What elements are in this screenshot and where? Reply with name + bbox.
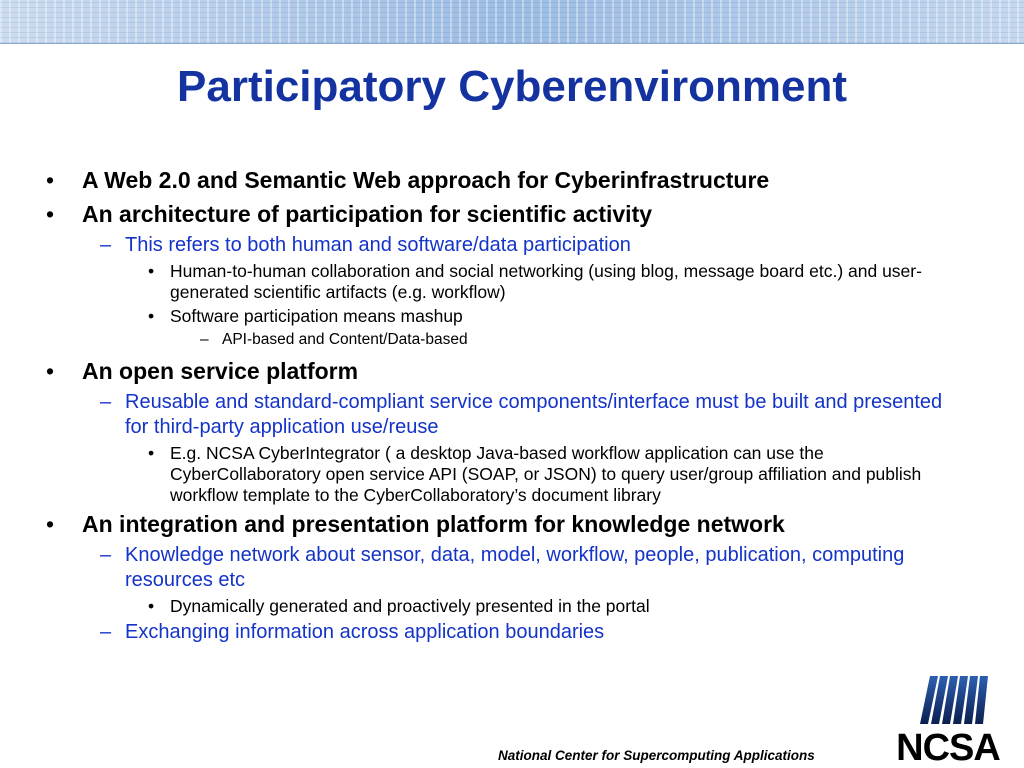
detail-item <box>0 443 970 506</box>
dash-marker: – <box>100 391 112 413</box>
dash-marker: – <box>100 234 112 256</box>
subpoint-item <box>0 233 955 258</box>
bullet-item <box>0 199 1024 229</box>
bullet-text: An integration and presentation platform for knowledge network <box>82 511 785 537</box>
bullet-text: An open service platform <box>82 358 359 384</box>
slide-title: Participatory Cyberenvironment <box>177 62 847 111</box>
detail-item <box>0 261 970 303</box>
detail-item <box>0 306 970 327</box>
detail-item <box>0 596 970 617</box>
bullet-marker: • <box>46 358 55 384</box>
detail-text: Human-to-human collaboration and social networking (using blog, message board etc.) and user-generated scientific artifacts (e.g. workflow) <box>170 261 922 302</box>
dash-marker: – <box>200 331 209 348</box>
bullet-marker: • <box>46 511 55 537</box>
ncsa-logo <box>884 676 1012 764</box>
subpoint-text: Reusable and standard-compliant service components/interface must be built and presented for third-party application use/reuse <box>125 391 943 438</box>
dash-marker: – <box>100 621 112 643</box>
subdetail-item <box>0 330 1024 350</box>
bullet-item <box>0 165 1024 195</box>
bullet-marker: • <box>46 201 55 227</box>
subpoint-item <box>0 620 955 645</box>
bullet-item <box>0 356 1024 386</box>
bullet-marker: • <box>46 167 55 193</box>
detail-text: E.g. NCSA CyberIntegrator ( a desktop Java-based workflow application can use the CyberCollaboratory open service API (SOAP, or JSON) to query user/group affiliation and publish workflow template to the CyberCollaboratory’s document library <box>170 443 922 505</box>
subpoint-text: Knowledge network about sensor, data, model, workflow, people, publication, computing resources etc <box>125 544 905 591</box>
bullet-marker: • <box>148 596 155 616</box>
footer-text: National Center for Supercomputing Applications <box>498 748 815 763</box>
detail-text: Dynamically generated and proactively presented in the portal <box>170 596 650 616</box>
dash-marker: – <box>100 544 112 566</box>
logo-text: NCSA <box>896 727 1000 764</box>
detail-text: Software participation means mashup <box>170 306 463 326</box>
bullet-item <box>0 509 1024 539</box>
bullet-text: An architecture of participation for scientific activity <box>82 201 653 227</box>
logo-mark <box>920 676 988 724</box>
bullet-marker: • <box>148 261 155 281</box>
bullet-marker: • <box>148 443 155 463</box>
subdetail-text: API-based and Content/Data-based <box>222 331 468 348</box>
subpoint-item <box>0 390 955 440</box>
subpoint-text: This refers to both human and software/data participation <box>125 234 631 256</box>
header-banner <box>0 0 1024 44</box>
bullet-marker: • <box>148 306 155 326</box>
bullet-list <box>0 165 1024 648</box>
subpoint-item <box>0 543 955 593</box>
subpoint-text: Exchanging information across application boundaries <box>125 621 605 643</box>
bullet-text: A Web 2.0 and Semantic Web approach for Cyberinfrastructure <box>82 167 770 193</box>
